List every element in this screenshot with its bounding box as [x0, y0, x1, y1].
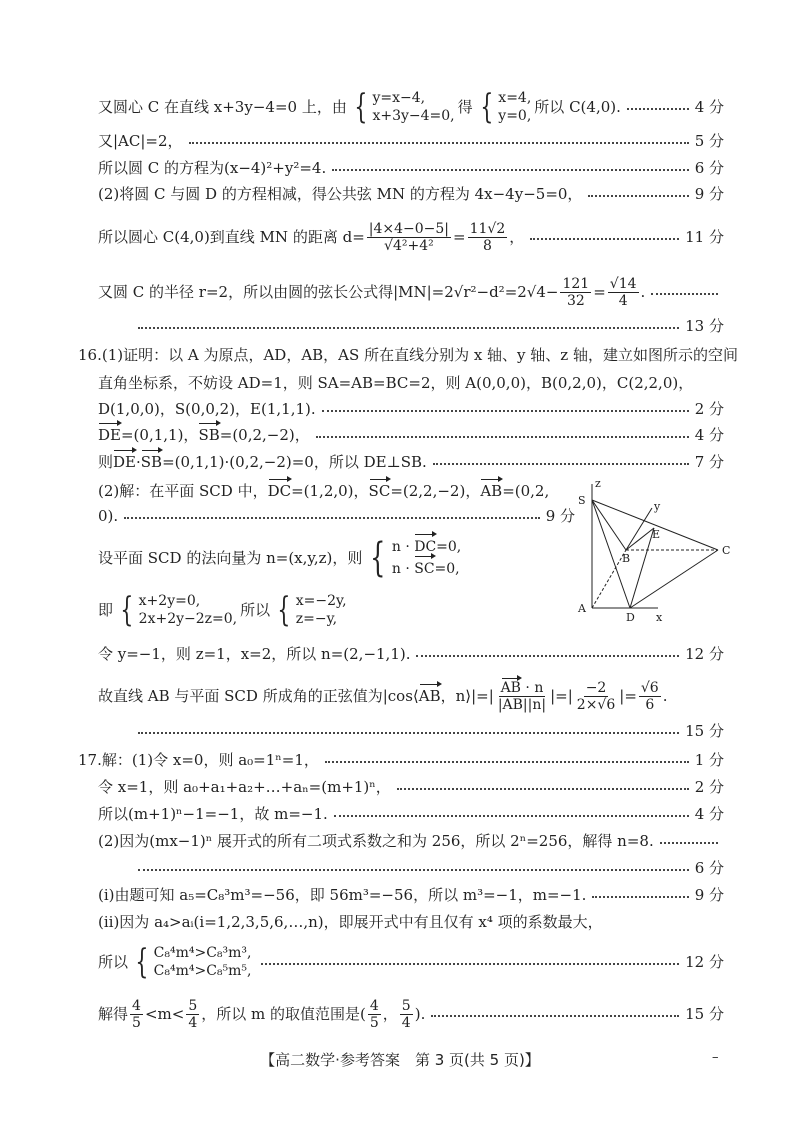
label-z: z — [595, 478, 601, 490]
answer-line-16: 即 { x+2y=0, 2x+2y−2z=0, 所以 { x=−2y, z=−y, — [98, 590, 347, 630]
answer-line-5: 所以圆心 C(4,0)到直线 MN 的距离 d= $\frac{|4\times 4-0-5|}{\text{√4²+4²}}$ = $\frac{11√2}{8}$ ， 11 分 — [98, 220, 724, 254]
score-mark: 15 分 — [685, 722, 724, 740]
equation-system-1: { y=x−4, x+3y−4=0, — [354, 87, 455, 127]
equation-system-3: { x+2y=0, 2x+2y−2z=0, — [120, 590, 238, 630]
inequality-system: { C₈⁴m⁴>C₈³m³, C₈⁴m⁴>C₈⁵m⁵, — [135, 942, 252, 982]
answer-line-22: 所以(m+1)ⁿ−1=−1，故 m=−1. 4 分 — [98, 805, 724, 823]
score-mark: 4 分 — [694, 98, 724, 116]
pyramid-figure-svg — [568, 478, 748, 624]
answer-line-3: 所以圆 C 的方程为(x−4)²+y²=4. 6 分 — [98, 159, 724, 177]
answer-line-4: (2)将圆 C 与圆 D 的方程相减，得公共弦 MN 的方程为 4x−4y−5=0， 9 分 — [98, 185, 724, 203]
label-x: x — [656, 611, 663, 624]
score-mark: 7 分 — [694, 453, 724, 471]
label-S: S — [578, 494, 586, 507]
score-mark: 2 分 — [694, 400, 724, 418]
answer-line-10: D(1,0,0)，S(0,0,2)，E(1,1,1). 2 分 — [98, 400, 724, 418]
label-y: y — [654, 500, 661, 513]
answer-line-15: 设平面 SCD 的法向量为 n=(x,y,z)，则 { n · DC=0, n · SC=0, — [98, 535, 462, 581]
score-mark: 4 分 — [694, 426, 724, 444]
pyramid-figure — [568, 478, 748, 624]
cos-fraction: $\frac{AB \cdot n}{|AB||n|}$ — [497, 679, 547, 713]
q16-heading-line: 16.(1)证明：以 A 为原点，AD，AB，AS 所在直线分别为 x 轴、y 轴、z 轴，建立如图所示的空间 — [78, 346, 738, 364]
distance-result-fraction: $\frac{11√2}{8}$ — [469, 220, 506, 254]
answer-line-26: (ⅱ)因为 a₄>aᵢ(i=1,2,3,5,6,…,n)，即展开式中有且仅有 x⁴ 项的系数最大， — [98, 913, 603, 931]
answer-line-7 — [98, 316, 724, 336]
answer-line-1: 又圆心 C 在直线 x+3y−4=0 上，由 { y=x−4, x+3y−4=0, 得 { x=4, y=0, 所以 C(4,0). 4 分 — [98, 87, 724, 127]
answer-line-17: 令 y=−1，则 z=1，x=2，所以 n=(2,−1,1). 12 分 — [98, 645, 724, 663]
score-mark: 9 分 — [694, 185, 724, 203]
label-C: C — [722, 544, 731, 557]
score-mark: 6 分 — [694, 859, 724, 877]
answer-line-12: 则 DE · SB =(0,1,1)·(0,2,−2)=0，所以 DE⊥SB. 7 分 — [98, 453, 724, 471]
answer-line-23: (2)因为(mx−1)ⁿ 展开式的所有二项式系数之和为 256，所以 2ⁿ=256，解得 n=8. — [98, 831, 724, 851]
answer-line-18: 故直线 AB 与平面 SCD 所成角的正弦值为|cos⟨ AB ，n⟩|=| $\frac{AB \cdot n}{|AB||n|}$ |=| $\frac{-2}{2\times√6}$ |= $\frac{√6}{6}$ . — [98, 679, 668, 713]
page-footer: 【高二数学·参考答案 第 3 页(共 5 页)】 — [260, 1051, 540, 1069]
score-mark: 11 分 — [685, 228, 724, 246]
y-axis-line — [626, 508, 652, 550]
score-mark: 1 分 — [694, 751, 724, 769]
score-mark: 9 分 — [694, 886, 724, 904]
score-mark: 12 分 — [685, 645, 724, 663]
score-mark: 15 分 — [685, 1005, 724, 1023]
edge-ab-dashed — [592, 550, 626, 608]
edge-be — [626, 528, 654, 550]
edge-de — [630, 528, 654, 608]
score-mark: 4 分 — [694, 805, 724, 823]
score-mark: 6 分 — [694, 159, 724, 177]
answer-line-11: DE =(0,1,1)， SB =(0,2,−2)， 4 分 — [98, 426, 724, 444]
score-mark: 13 分 — [685, 317, 724, 335]
answer-line-27: 所以 { C₈⁴m⁴>C₈³m³, C₈⁴m⁴>C₈⁵m⁵, 12 分 — [98, 942, 724, 982]
answer-line-19 — [98, 721, 724, 741]
edge-dc — [630, 550, 718, 608]
answer-line-2: 又|AC|=2， 5 分 — [98, 132, 724, 150]
label-E: E — [652, 528, 661, 541]
answer-line-28: 解得 $\frac{4}{5}$ <m< $\frac{5}{4}$ ，所以 m 的取值范围是( $\frac{4}{5}$ ， $\frac{5}{4}$ ). 15 分 — [98, 997, 724, 1031]
chord-fraction-1: $\frac{121}{32}$ — [562, 275, 590, 309]
q17-heading-line: 17.解：(1)令 x=0，则 a₀=1ⁿ=1， 1 分 — [78, 751, 724, 769]
label-D: D — [626, 611, 635, 624]
score-mark: 5 分 — [694, 132, 724, 150]
score-mark: 9 分 — [545, 507, 575, 525]
answer-line-13: (2)解：在平面 SCD 中， DC =(1,2,0)， SC =(2,2,−2)， AB =(0,2, — [98, 482, 550, 500]
footer-mark: – — [712, 1050, 719, 1065]
distance-fraction: $\frac{|4\times 4-0-5|}{\text{√4²+4²}}$ — [368, 220, 450, 254]
answer-line-21: 令 x=1，则 a₀+a₁+a₂+…+aₙ=(m+1)ⁿ， 2 分 — [98, 778, 724, 796]
sine-result-fraction: $\frac{√6}{6}$ — [640, 679, 659, 713]
label-A: A — [578, 602, 586, 615]
normal-vector-system: { n · DC=0, n · SC=0, — [370, 535, 462, 581]
equation-system-4: { x=−2y, z=−y, — [277, 590, 347, 630]
score-mark: 2 分 — [694, 778, 724, 796]
answer-line-24 — [98, 858, 724, 878]
answer-line-9: 直角坐标系，不妨设 AD=1，则 SA=AB=BC=2，则 A(0,0,0)，B(0,2,0)，C(2,2,0)， — [98, 374, 694, 392]
score-mark: 12 分 — [685, 953, 724, 971]
label-B: B — [622, 552, 631, 565]
chord-result-fraction: $\frac{√14}{4}$ — [609, 275, 637, 309]
equation-system-2: { x=4, y=0, — [479, 87, 532, 127]
answer-line-6: 又圆 C 的半径 r=2，所以由圆的弦长公式得|MN|=2√r²−d²=2√4− $\frac{121}{32}$ = $\frac{√14}{4}$ . — [98, 275, 724, 309]
edge-sb — [592, 500, 626, 550]
answer-line-25: (ⅰ)由题可知 a₅=C₈³m³=−56，即 56m³=−56，所以 m³=−1，m=−1. 9 分 — [98, 886, 724, 904]
answer-line-14: 0). 9 分 — [98, 507, 575, 525]
cos-value-fraction: $\frac{-2}{2\times√6}$ — [576, 679, 616, 713]
